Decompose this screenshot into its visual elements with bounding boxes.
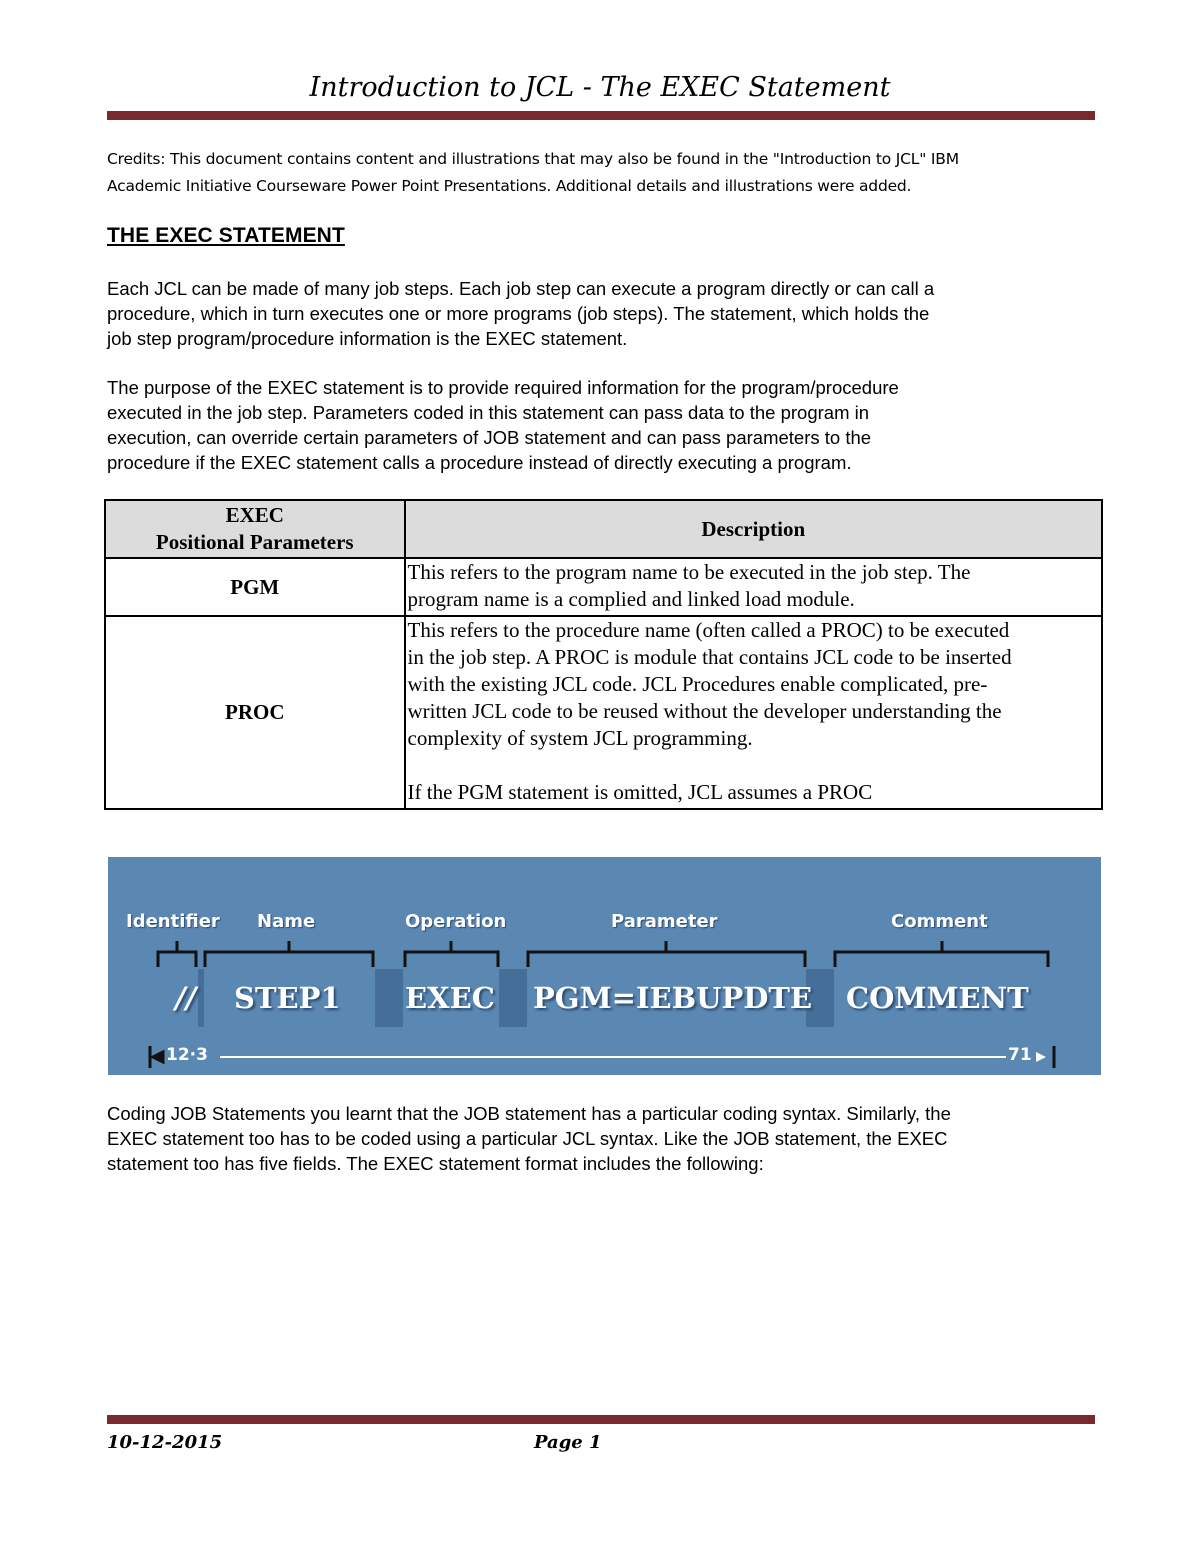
paragraph-line: Coding JOB Statements you learnt that the JOB statement has a particular coding syntax. Similarly, the <box>107 1103 951 1124</box>
description-line: written JCL code to be reused without the developer understanding the <box>407 699 1002 723</box>
token-operation: EXEC <box>405 981 495 1015</box>
paragraph-line: Each JCL can be made of many job steps. Each job step can execute a program directly or can call a <box>107 278 935 299</box>
footer-page-number: Page 1 <box>534 1432 602 1453</box>
description-line: This refers to the procedure name (often called a PROC) to be executed <box>407 618 1010 642</box>
description-line: program name is a complied and linked load module. <box>407 587 855 611</box>
description-line: with the existing JCL code. JCL Procedures enable complicated, pre- <box>407 672 988 696</box>
paragraph-3 <box>107 1101 1097 1176</box>
label-comment: Comment <box>891 911 988 932</box>
ruler-start-label: 12·3 <box>166 1045 208 1065</box>
column-ruler <box>108 857 1101 1075</box>
credits-line-1: Credits: This document contains content and illustrations that may also be found in the "Introduction to JCL" IBM <box>107 150 959 168</box>
paragraph-line: procedure, which in turn executes one or more programs (job steps). The statement, which holds the <box>107 303 930 324</box>
param-description <box>405 616 1103 809</box>
token-identifier: // <box>175 981 197 1015</box>
description-line <box>408 752 1100 779</box>
label-name: Name <box>257 911 316 932</box>
param-name: PROC <box>105 616 405 809</box>
description-line: complexity of system JCL programming. <box>407 726 753 750</box>
exec-parameters-table <box>104 499 1103 810</box>
description-line: If the PGM statement is omitted, JCL assumes a PROC <box>407 780 873 804</box>
label-operation: Operation <box>405 911 507 932</box>
ruler-end-label: 71 <box>1008 1045 1032 1065</box>
table-header-row <box>105 500 1102 558</box>
paragraph-line: execution, can override certain parameters of JOB statement and can pass parameters to the <box>107 427 872 448</box>
exec-format-figure <box>108 857 1101 1075</box>
label-parameter: Parameter <box>611 911 718 932</box>
description-line: in the job step. A PROC is module that contains JCL code to be inserted <box>407 645 1012 669</box>
paragraph-line: statement too has five fields. The EXEC statement format includes the following: <box>107 1153 764 1174</box>
section-heading: THE EXEC STATEMENT <box>107 224 345 247</box>
token-parameter: PGM=IEBUPDTE <box>533 981 813 1015</box>
credits <box>107 146 1107 200</box>
paragraph-line: executed in the job step. Parameters coded in this statement can pass data to the program in <box>107 402 870 423</box>
label-identifier: Identifier <box>126 911 220 932</box>
paragraph-line: job step program/procedure information is the EXEC statement. <box>107 328 628 349</box>
footer-rule <box>107 1415 1095 1424</box>
paragraph-line: EXEC statement too has to be coded using a particular JCL syntax. Like the JOB statement, the EXEC <box>107 1128 948 1149</box>
table-header-description: Description <box>405 500 1103 558</box>
page-title: Introduction to JCL - The EXEC Statement <box>309 72 891 103</box>
param-description <box>405 558 1103 616</box>
token-name: STEP1 <box>234 981 341 1015</box>
header-positional-label: Positional Parameters <box>155 530 354 554</box>
description-line: This refers to the program name to be executed in the job step. The <box>407 560 971 584</box>
footer-date: 10-12-2015 <box>107 1432 223 1453</box>
header-exec-label: EXEC <box>225 503 284 527</box>
header-rule <box>107 111 1095 120</box>
paragraph-1 <box>107 276 1097 351</box>
table-row <box>105 558 1102 616</box>
paragraph-2 <box>107 375 1097 475</box>
paragraph-line: procedure if the EXEC statement calls a procedure instead of directly executing a program. <box>107 452 852 473</box>
token-comment: COMMENT <box>846 981 1029 1015</box>
table-row <box>105 616 1102 809</box>
credits-line-2: Academic Initiative Courseware Power Point Presentations. Additional details and illustrations were added. <box>107 177 912 195</box>
paragraph-line: The purpose of the EXEC statement is to provide required information for the program/procedure <box>107 377 899 398</box>
table-header-parameters <box>105 500 405 558</box>
param-name: PGM <box>105 558 405 616</box>
